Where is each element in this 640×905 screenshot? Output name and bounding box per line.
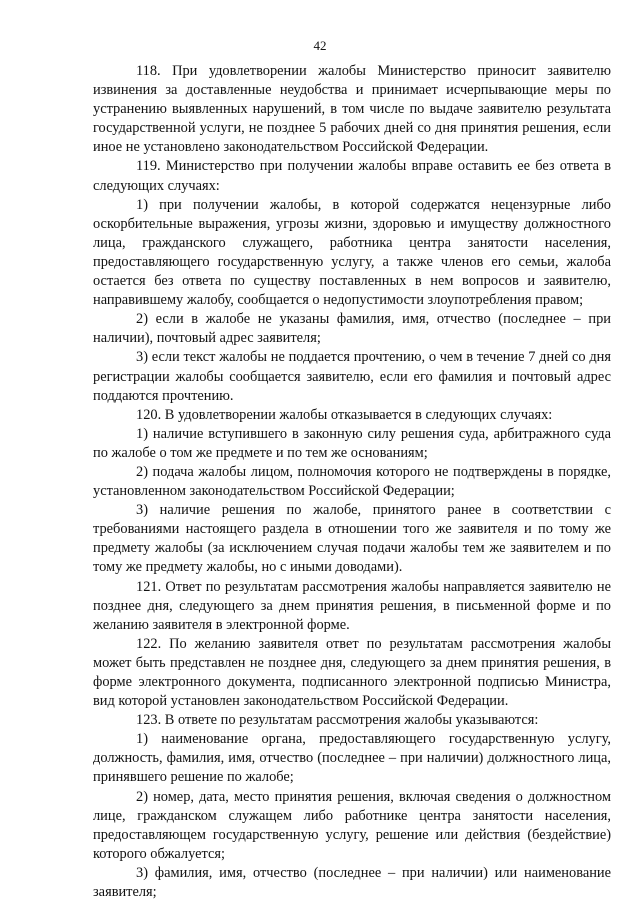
paragraph-119-item-3: 3) если текст жалобы не поддается прочтению, о чем в течение 7 дней со дня регистрации жалобы сообщается заявителю, если его фамилия и почтовый адрес поддаются прочтению. <box>93 349 611 404</box>
paragraph-120: 120. В удовлетворении жалобы отказывается в следующих случаях: <box>136 406 553 423</box>
paragraph-119-item-2: 2) если в жалобе не указаны фамилия, имя, отчество (последнее – при наличии), почтовый адрес заявителя; <box>93 311 611 347</box>
paragraph-119-item-1: 1) при получении жалобы, в которой содержатся нецензурные либо оскорбительные выражения, угрозы жизни, здоровью и имуществу должностного лица, гражданского служащего, работника центра занятости населения, предоставляющего государственную услугу, а также членов его семьи, жалоба остается без ответа по существу поставленных в нем вопросов и заявителю, направившему жалобу, сообщается о недопустимости злоупотребления правом; <box>93 196 611 309</box>
paragraph-123-item-3: 3) фамилия, имя, отчество (последнее – при наличии) или наименование заявителя; <box>93 864 611 901</box>
paragraph-123-item-1: 1) наименование органа, предоставляющего государственную услугу, должность, фамилия, имя, отчество (последнее – при наличии) должностного лица, принявшего решение по жалобе; <box>93 731 611 786</box>
paragraph-122: 122. По желанию заявителя ответ по результатам рассмотрения жалобы может быть представлен не позднее дня, следующего за днем принятия решения, в форме электронного документа, подписанного электронной подписью Министра, вид которой установлен законодательством Российской Федерации. <box>93 635 611 710</box>
paragraph-118: 118. При удовлетворении жалобы Министерство приносит заявителю извинения за доставленные неудобства и принимает исчерпывающие меры по устранению выявленных нарушений, в том числе по выдаче заявителю результата государственной услуги, не позднее 5 рабочих дней со дня принятия решения, если иное не установлено законодательством Российской Федерации. <box>93 63 611 156</box>
paragraph-123: 123. В ответе по результатам рассмотрения жалобы указываются: <box>136 712 539 729</box>
paragraph-123-item-2: 2) номер, дата, место принятия решения, включая сведения о должностном лице, гражданском служащем либо работнике центра занятости населения, предоставляющем государственную услугу, решение или действия (бездействие) которого обжалуется; <box>93 788 611 862</box>
document-body <box>93 62 611 902</box>
paragraph-120-item-3: 3) наличие решения по жалобе, принятого ранее в соответствии с требованиями настоящего раздела в отношении того же заявителя и по тому же предмету жалобы (за исключением случая подачи жалобы тем же заявителем и по тому же предмету жалобы, но с иными доводами). <box>93 502 611 576</box>
paragraph-120-item-2: 2) подача жалобы лицом, полномочия которого не подтверждены в порядке, установленном законодательством Российской Федерации; <box>93 463 611 500</box>
paragraph-119: 119. Министерство при получении жалобы вправе оставить ее без ответа в следующих случаях: <box>93 158 611 194</box>
paragraph-120-item-1: 1) наличие вступившего в законную силу решения суда, арбитражного суда по жалобе о том же предмете и по тем же основаниям; <box>93 425 611 461</box>
paragraph-121: 121. Ответ по результатам рассмотрения жалобы направляется заявителю не позднее дня, следующего за днем принятия решения, в письменной форме и по желанию заявителя в электронной форме. <box>93 578 611 633</box>
page-number: 42 <box>313 38 327 53</box>
